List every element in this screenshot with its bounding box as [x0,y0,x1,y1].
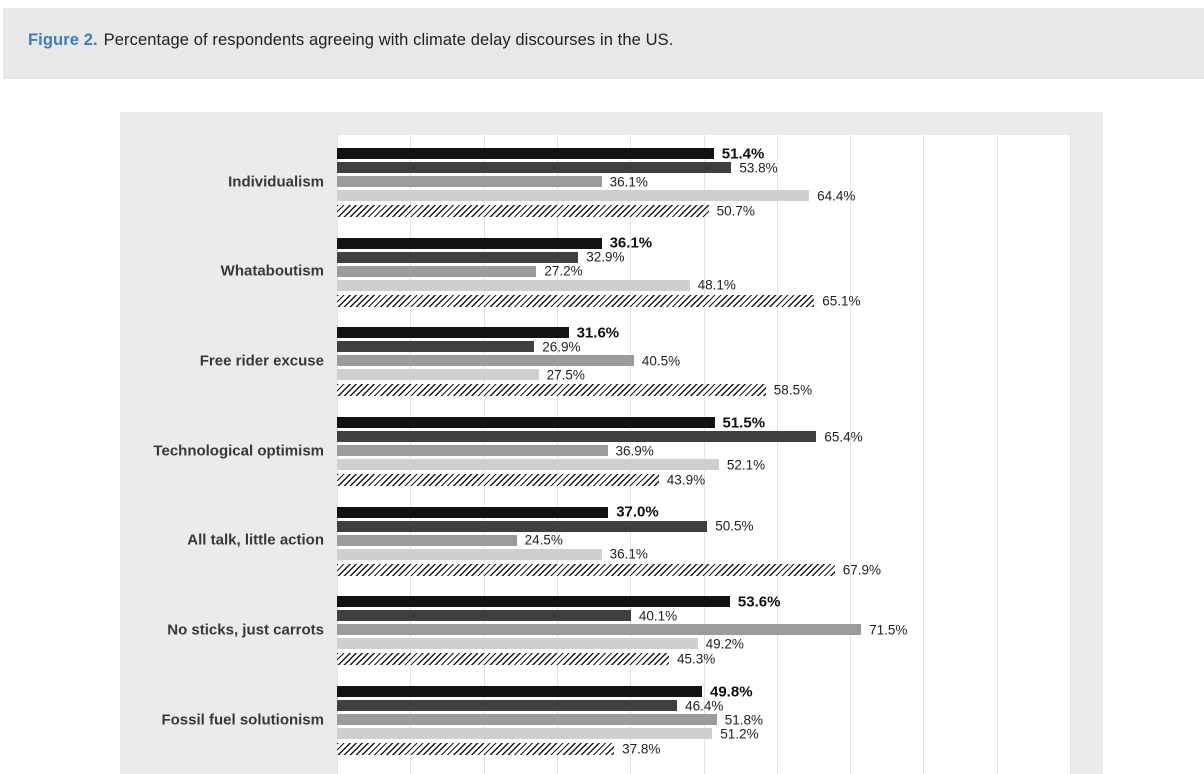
bar-value-label: 32.9% [586,249,625,265]
bar-value-label: 37.8% [622,741,661,757]
bar-value-label: 40.5% [641,353,681,369]
bar-dark-gray [337,162,731,173]
bar-value-label: 52.1% [726,457,766,472]
bar-light-gray [337,549,602,560]
bar-light-gray [337,728,712,739]
bar-value-label: 27.2% [544,263,583,279]
bar-hatched [337,653,669,665]
bar-medium-gray [337,355,634,366]
bar-solid-black [337,327,569,338]
bar-value-label: 36.1% [609,546,648,562]
bar-value-label: 53.8% [739,160,778,175]
bar-light-gray [337,459,719,470]
bar-value-label: 26.9% [542,339,581,355]
bar-value-label: 27.5% [546,367,585,383]
bar-value-label: 51.8% [724,712,763,728]
bar-solid-black [337,507,608,518]
bar-value-label: 51.2% [720,726,759,742]
bar-medium-gray [337,445,608,456]
bar-medium-gray [337,624,861,635]
bar-value-label: 36.9% [615,443,654,458]
bar-solid-black [337,148,714,159]
bar-value-label: 64.4% [817,188,856,203]
bar-value-label: 48.1% [697,277,736,293]
bar-medium-gray [337,176,602,187]
figure-caption-text: Percentage of respondents agreeing with climate delay discourses in the US. [103,31,674,49]
gridline [777,135,778,774]
bar-medium-gray [337,266,536,277]
bar-value-label: 50.5% [715,518,754,534]
bar-value-label: 53.6% [737,593,781,611]
chart-panel [120,112,1103,774]
bar-value-label: 46.4% [685,698,724,714]
bar-dark-gray [337,521,707,532]
bar-light-gray [337,190,809,201]
bar-value-label: 36.1% [609,234,653,252]
bar-light-gray [337,280,690,291]
figure-label: Figure 2. [28,31,98,49]
bar-hatched [337,564,835,576]
bar-value-label: 43.9% [666,472,706,488]
bar-value-label: 45.3% [677,651,716,667]
gridline [704,135,705,774]
bar-value-label: 50.7% [716,203,755,219]
bar-value-label: 36.1% [609,174,648,189]
category-label: No sticks, just carrots [167,621,324,639]
bar-value-label: 31.6% [576,324,620,342]
bar-value-label: 24.5% [524,532,563,548]
bar-value-label: 65.4% [824,429,863,444]
bar-solid-black [337,596,730,607]
bar-hatched [337,743,614,755]
bar-dark-gray [337,610,631,621]
figure-caption-bar [3,8,1204,79]
bar-value-label: 37.0% [616,503,659,521]
bar-dark-gray [337,341,534,352]
category-label: Individualism [228,173,324,190]
bar-medium-gray [337,535,517,546]
category-label: All talk, little action [187,531,324,549]
bar-value-label: 49.2% [705,636,744,652]
bar-value-label: 51.5% [722,414,766,431]
category-label: Whataboutism [220,262,324,280]
bar-hatched [337,295,814,307]
bar-medium-gray [337,714,717,725]
bar-value-label: 51.4% [721,145,765,162]
bar-dark-gray [337,431,816,442]
bar-value-label: 71.5% [869,622,908,638]
gridline [1070,135,1071,774]
bar-solid-black [337,417,715,428]
bar-dark-gray [337,252,578,263]
category-label: Free rider excuse [199,352,324,370]
bar-dark-gray [337,700,677,711]
bar-hatched [337,474,659,486]
bar-hatched [337,384,766,396]
gridline [850,135,851,774]
bar-solid-black [337,238,602,249]
bar-hatched [337,205,709,217]
bar-solid-black [337,686,702,697]
plot-area [153,135,1070,774]
bar-value-label: 65.1% [822,293,861,309]
category-label: Fossil fuel solutionism [161,711,324,729]
bar-light-gray [337,638,698,649]
gridline [997,135,998,774]
figure-caption [28,31,673,50]
gridline [923,135,924,774]
bar-value-label: 58.5% [773,382,813,398]
bar-value-label: 40.1% [638,608,678,624]
bar-value-label: 67.9% [842,562,881,578]
bar-light-gray [337,369,539,380]
bar-value-label: 49.8% [710,683,753,701]
category-label: Technological optimism [153,442,324,459]
